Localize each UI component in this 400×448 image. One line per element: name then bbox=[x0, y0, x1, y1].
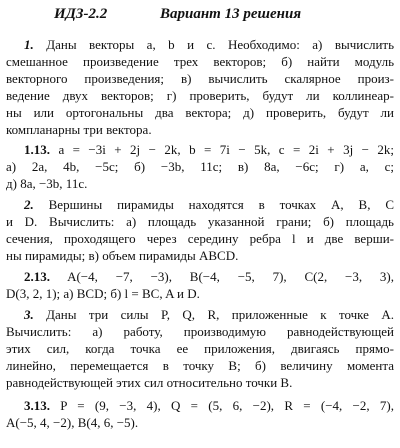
item2-13-number: 2.13. bbox=[24, 269, 50, 284]
item1-13-line-3: д) 8a, −3b, 11c. bbox=[6, 176, 88, 191]
task1-line-5: ны или ортогональны два вектора; д) проверить, будут ли bbox=[6, 105, 394, 120]
page-header bbox=[0, 4, 400, 26]
item3-13-number: 3.13. bbox=[24, 398, 50, 413]
task1-line-2: смешанное произведение трех векторов; б) найти модуль bbox=[6, 54, 394, 69]
task3-line-3: этих сил, когда точка ее приложения, двигаясь прямо- bbox=[6, 341, 394, 356]
task2-line-1 bbox=[6, 196, 394, 213]
item2-13-text-1: A(−4, −7, −3), B(−4, −5, 7), C(2, −3, 3), bbox=[67, 269, 394, 284]
item2-13-line-1 bbox=[6, 268, 394, 285]
item3-13-text-1: P = (9, −3, 4), Q = (5, 6, −2), R = (−4, −2, 7), bbox=[60, 398, 394, 413]
item1-13-number: 1.13. bbox=[24, 142, 50, 157]
task3-line-5: равнодействующей этих сил относительно точки B. bbox=[6, 375, 293, 390]
task1-line-4: ведение двух векторов; г) проверить, будут ли коллинеар- bbox=[6, 88, 394, 103]
task1-number: 1. bbox=[24, 37, 34, 52]
task1-line-1 bbox=[6, 36, 394, 53]
task1-line-3: векторного произведения; в) вычислить скалярное произ- bbox=[6, 71, 394, 86]
item1-13-line-2: а) 2a, 4b, −5c; б) −3b, 11c; в) 8a, −6c; г) a, c; bbox=[6, 159, 394, 174]
task2-line-3: сечения, проходящего через середину ребра l и две верши- bbox=[6, 231, 394, 246]
task3-line-2: Вычислить: а) работу, производимую равнодействующей bbox=[6, 324, 394, 339]
assignment-code: ИДЗ-2.2 bbox=[54, 6, 108, 22]
item2-13-line-2: D(3, 2, 1); а) BCD; б) l = BC, A и D. bbox=[6, 286, 200, 301]
task1-text-1: Даны векторы a, b и c. Необходимо: а) вычислить bbox=[46, 37, 394, 52]
task3-number: 3. bbox=[24, 307, 34, 322]
item3-13-line-1 bbox=[6, 397, 394, 414]
task2-number: 2. bbox=[24, 197, 34, 212]
item1-13-text-1: a = −3i + 2j − 2k, b = 7i − 5k, c = 2i + 3j − 2k; bbox=[58, 142, 394, 157]
task3-line-4: линейно, перемещается в точку B; б) величину момента bbox=[6, 358, 394, 373]
task2-line-2: и D. Вычислить: а) площадь указанной грани; б) площадь bbox=[6, 214, 394, 229]
task3-line-1 bbox=[6, 306, 394, 323]
item3-13-line-2: A(−5, 4, −2), B(4, 6, −5). bbox=[6, 415, 139, 430]
task1-line-6: компланарны три вектора. bbox=[6, 122, 152, 137]
variant-title: Вариант 13 решения bbox=[160, 6, 302, 22]
task3-text-1: Даны три силы P, Q, R, приложенные к точке A. bbox=[46, 307, 394, 322]
task2-line-4: ны пирамиды; в) объем пирамиды ABCD. bbox=[6, 248, 239, 263]
task2-text-1: Вершины пирамиды находятся в точках A, B, C bbox=[48, 197, 394, 212]
item1-13-line-1 bbox=[6, 141, 394, 158]
